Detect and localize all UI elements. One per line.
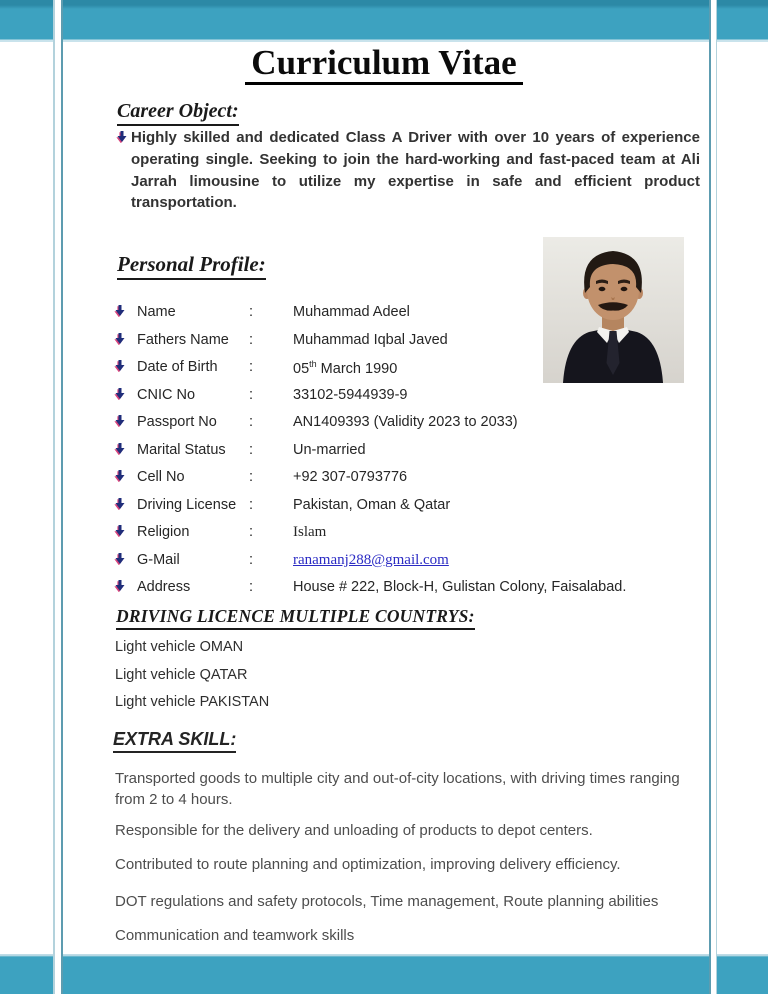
field-colon: : [249,551,254,568]
career-object-paragraph [116,127,700,214]
field-value: 33102-5944939-9 [293,386,408,403]
field-label: Date of Birth [137,359,218,376]
field-value: Pakistan, Oman & Qatar [293,496,451,513]
profile-field-row-driving-license [114,495,700,523]
field-label: CNIC No [137,386,196,403]
profile-field-row-religion [114,522,700,550]
profile-field-row-fathers-name [114,330,700,358]
field-label: Driving License [137,496,237,513]
arrow-bullet-icon [114,525,126,537]
field-value: Islam [293,524,327,541]
arrow-bullet-icon [114,333,126,345]
field-colon: : [249,496,254,513]
personal-profile-heading: Personal Profile: [117,252,266,280]
field-colon: : [249,386,254,403]
arrow-bullet-icon [114,305,126,317]
licence-item-oman: Light vehicle OMAN [115,639,244,655]
field-label: Cell No [137,469,185,486]
field-label: Fathers Name [137,331,229,348]
extra-skill-item: Transported goods to multiple city and out-of-city locations, with driving times ranging from 2 to 4 hours. [115,770,680,808]
field-label: Religion [137,524,190,541]
field-value: AN1409393 (Validity 2023 to 2033) [293,414,518,431]
field-colon: : [249,579,254,596]
right-border-line-inner [709,0,711,994]
field-colon: : [249,469,254,486]
profile-field-row-marital-status [114,440,700,468]
arrow-bullet-icon [114,553,126,565]
career-object-text: Highly skilled and dedicated Class A Driver with over 10 years of experience operating single. Seeking to join the hard-working and fast-paced team at Ali Jarrah limousine to utilize my expertise in safe and efficient product transportation. [131,129,700,212]
field-colon: : [249,524,254,541]
career-object-heading: Career Object: [117,100,239,126]
field-label: Marital Status [137,441,226,458]
profile-field-row-address [114,577,700,605]
extra-skill-item: Communication and teamwork skills [115,927,355,944]
field-label: Passport No [137,414,217,431]
field-colon: : [249,304,254,320]
field-label: G-Mail [137,551,180,568]
arrow-bullet-icon [114,360,126,372]
photo-eye-left [599,287,606,291]
right-border-line-outer [716,0,718,994]
bottom-border-band [0,954,768,994]
field-colon: : [249,331,254,348]
driving-licence-heading: DRIVING LICENCE MULTIPLE COUNTRYS: [116,606,475,630]
profile-field-row-passport [114,412,700,440]
extra-skill-heading: EXTRA SKILL: [113,729,236,753]
profile-field-row-cell-no [114,467,700,495]
page-title: Curriculum Vitae [245,45,522,85]
profile-field-row-gmail [114,550,700,578]
field-value: 05th March 1990 [293,359,398,377]
profile-field-row-date-of-birth [114,357,700,385]
field-colon: : [249,414,254,431]
top-border-band [0,0,768,42]
field-value: Un-married [293,441,366,458]
personal-profile-fields [114,302,700,605]
arrow-bullet-icon [114,470,126,482]
email-link[interactable]: ranamanj288@gmail.com [293,551,449,568]
field-value: Muhammad Adeel [293,304,410,320]
arrow-bullet-icon [114,580,126,592]
licence-item-qatar: Light vehicle QATAR [115,666,248,683]
field-label: Name [137,304,176,320]
arrow-bullet-icon [114,415,126,427]
arrow-bullet-icon [114,388,126,400]
title-row [0,45,768,85]
extra-skill-item: Responsible for the delivery and unloading of products to depot centers. [115,822,593,839]
arrow-bullet-icon [114,443,126,455]
profile-field-row-cnic [114,385,700,413]
field-label: Address [137,579,191,596]
licence-item-pakistan: Light vehicle PAKISTAN [115,694,270,710]
field-value: Muhammad Iqbal Javed [293,331,448,348]
field-value: +92 307-0793776 [293,469,408,486]
extra-skill-item: DOT regulations and safety protocols, Time management, Route planning abilities [115,893,659,910]
field-colon: : [249,441,254,458]
field-value: House # 222, Block-H, Gulistan Colony, Faisalabad. [293,579,627,596]
field-colon: : [249,359,254,376]
photo-eye-right [621,287,628,291]
left-border-line-inner [61,0,63,994]
left-border-line-outer [53,0,55,994]
arrow-bullet-icon [114,498,126,510]
extra-skill-item: Contributed to route planning and optimization, improving delivery efficiency. [115,856,621,873]
profile-field-row-name [114,302,700,330]
arrow-bullet-icon [116,131,128,143]
